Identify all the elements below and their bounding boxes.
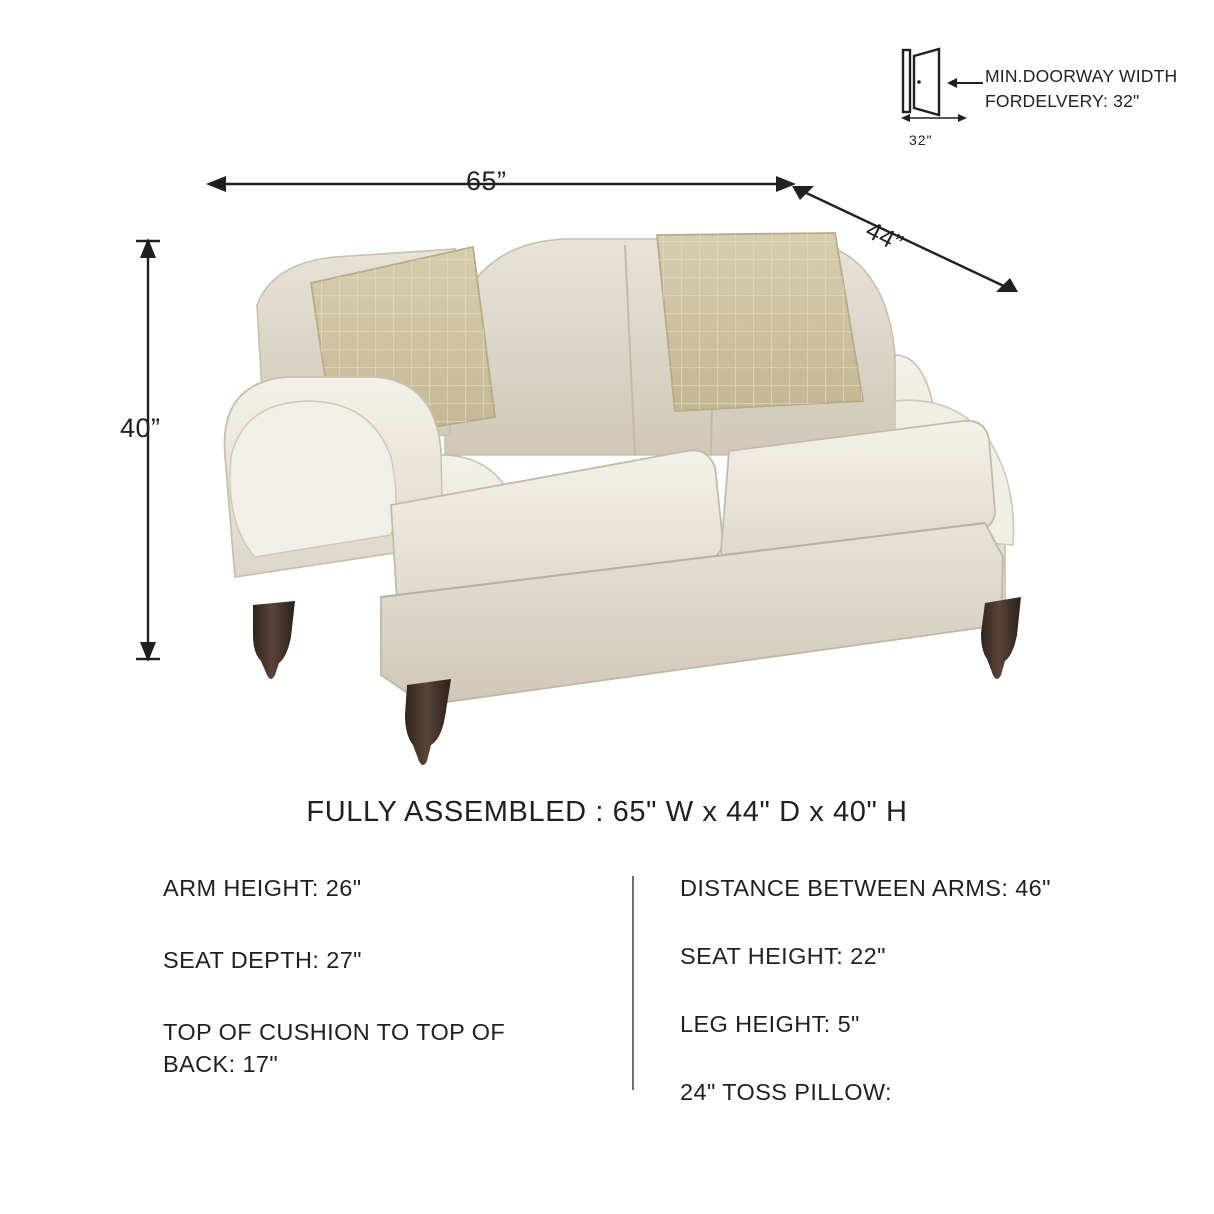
spec-item: LEG HEIGHT: 5" xyxy=(680,1011,860,1037)
doorway-note-line1: MIN.DOORWAY WIDTH xyxy=(985,66,1178,86)
depth-dimension-label: 44” xyxy=(861,216,908,259)
height-dimension-label: 40” xyxy=(120,413,161,443)
spec-column-left xyxy=(163,872,583,1120)
spec-column-right xyxy=(680,872,1180,1144)
specifications xyxy=(0,872,1214,1122)
spec-item: 24" TOSS PILLOW: xyxy=(680,1079,892,1105)
spec-item: SEAT DEPTH: 27" xyxy=(163,947,362,973)
spec-item: SEAT HEIGHT: 22" xyxy=(680,943,886,969)
doorway-width-value: 32" xyxy=(909,132,933,148)
front-left-leg xyxy=(253,601,295,679)
width-dimension-label: 65” xyxy=(466,166,507,196)
loveseat-svg xyxy=(195,205,1055,765)
spec-item: ARM HEIGHT: 26" xyxy=(163,875,362,901)
loveseat-illustration xyxy=(195,205,1055,765)
height-dimension-line xyxy=(136,238,160,662)
doorway-note-line2: FORDELVERY: 32" xyxy=(985,91,1140,111)
toss-pillow-right xyxy=(657,233,863,411)
rear-right-leg xyxy=(981,597,1021,679)
spec-item: DISTANCE BETWEEN ARMS: 46" xyxy=(680,875,1051,901)
page-title: FULLY ASSEMBLED : 65" W x 44" D x 40" H xyxy=(306,796,908,828)
spec-item: TOP OF CUSHION TO TOP OF BACK: 17" xyxy=(163,1019,506,1077)
front-right-leg xyxy=(405,679,451,765)
spec-divider xyxy=(632,876,634,1090)
